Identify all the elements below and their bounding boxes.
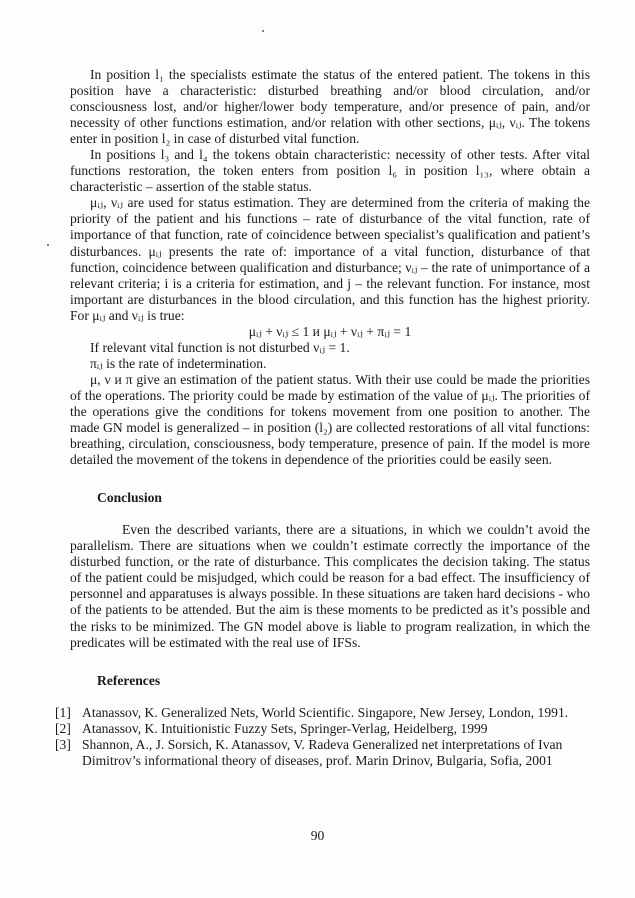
reference-number: [1] xyxy=(55,704,71,720)
reference-number: [3] xyxy=(55,736,71,752)
conclusion-heading: Conclusion xyxy=(97,490,162,506)
reference-list xyxy=(55,705,590,769)
reference-text: Atanassov, K. Generalized Nets, World Scientific. Singapore, New Jersey, London, 1991. xyxy=(82,704,569,720)
reference-item xyxy=(55,705,590,721)
reference-item xyxy=(55,721,590,737)
paragraph-indetermination: πᵢⱼ is the rate of indetermination. xyxy=(90,355,267,371)
scan-speck xyxy=(47,244,49,246)
scan-speck xyxy=(262,30,264,32)
paragraph-position-l1: In position l₁ the specialists estimate the status of the entered patient. The tokens in this position have a characteristic: disturbed breathing and/or blood circulation, and/or consciousness lost, and/or higher/lower body temperature, and/or presence of pain, and/or necessity of other functions estimation, and/or relation with other sections, μᵢⱼ, νᵢⱼ. The tokens enter in position l₂ in case of disturbed vital function. xyxy=(70,67,590,147)
reference-number: [2] xyxy=(55,720,71,736)
paragraph-mu-nu-definition: μᵢⱼ, νᵢⱼ are used for status estimation. They are determined from the criteria of making the priority of the patient and his functions – rate of disturbance of the vital function, rate of importance of that function, rate of coincidence between specialist’s qualification and patient’s disturbances. μᵢⱼ presents the rate of: importance of a vital function, disturbance of that function, coincidence between qualification and disturbance; νᵢⱼ – the rate of unimportance of a relevant criteria; i is a criteria for estimation, and j – the relevant function. For instance, most important are disturbances in the blood circulation, and this function has the highest priority. For μᵢⱼ and νᵢⱼ is true: xyxy=(70,195,590,323)
reference-text: Shannon, A., J. Sorsich, K. Atanassov, V. Radeva Generalized net interpretations of Ivan Dimitrov’s informational theory of diseases, prof. Marin Drinov, Bulgaria, Sofia, 2001 xyxy=(82,736,563,768)
paragraph-positions-l3-l4: In positions l₃ and l₄ the tokens obtain characteristic: necessity of other tests. After vital functions restoration, the token enters from position l₆ in position l₁₃, where obtain a characteristic – assertion of the stable status. xyxy=(70,147,590,195)
paragraph-priorities: μ, ν и π give an estimation of the patient status. With their use could be made the priorities of the operations. The priority could be made by estimation of the value of μᵢⱼ. The priorities of the operations give the conditions for tokens movement from one position to another. The made GN model is generalized – in position (l₂) are collected restorations of all vital functions: breathing, circulation, consciousness, body temperature, presence of pain. If the model is more detailed the movement of the tokens in dependence of the priorities could be easily seen. xyxy=(70,371,590,468)
conclusion-text: Even the described variants, there are a situations, in which we couldn’t avoid the parallelism. There are situations when we couldn’t estimate correctly the importance of the disturbed function, or the rate of disturbance. This complicates the decision taking. The status of the patient could be misjudged, which could be reason for a bad effect. The insufficiency of personnel and apparatuses is always possible. In these situations are taken hard decisions - who of the patients to be attended. But the aim is these moments to be predicted as it’s possible and the risks to be minimized. The GN model above is liable to program realization, in which the predicates will be estimated with the real use of IFSs. xyxy=(70,522,590,650)
reference-text: Atanassov, K. Intuitionistic Fuzzy Sets, Springer-Verlag, Heidelberg, 1999 xyxy=(82,720,488,736)
references-heading: References xyxy=(97,672,161,688)
page-body xyxy=(55,67,590,769)
paragraph-not-disturbed: If relevant vital function is not disturbed νᵢⱼ = 1. xyxy=(90,339,350,355)
reference-item xyxy=(55,737,590,769)
formula: μᵢⱼ + νᵢⱼ ≤ 1 и μᵢⱼ + νᵢⱼ + πᵢⱼ = 1 xyxy=(248,323,412,339)
page-number: 90 xyxy=(310,828,325,843)
